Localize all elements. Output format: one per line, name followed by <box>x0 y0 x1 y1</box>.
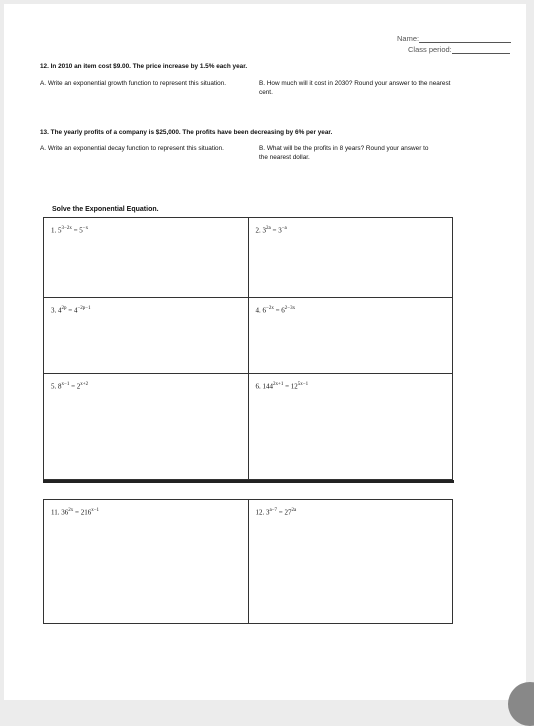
solve-title: Solve the Exponential Equation. <box>52 206 159 213</box>
problem-cell[interactable] <box>248 500 453 624</box>
q12-part-a: A. Write an exponential growth function to represent this situation. <box>40 80 227 87</box>
problems-grid-top <box>43 217 453 480</box>
problem-cell[interactable] <box>248 374 453 480</box>
problem-2-text: 2. $3^{2a} = 3^{-a}$ <box>255 226 287 235</box>
q13-part-b: B. What will be the profits in 8 years? Round your answer to the nearest dollar. <box>259 145 429 161</box>
q12-title: 12. In 2010 an item cost $9.00. The price increase by 1.5% each year. <box>40 63 248 70</box>
name-label: Name: <box>397 34 420 43</box>
problem-cell[interactable] <box>44 374 249 480</box>
problems-grid-bottom <box>43 499 453 624</box>
problem-11-text: 11. $36^{2x} = 216^{x-1}$ <box>51 508 100 517</box>
class-period-line <box>452 53 510 54</box>
class-period-label: Class period: <box>408 45 452 54</box>
problem-cell[interactable] <box>248 218 453 298</box>
q12-part-b: B. How much will it cost in 2030? Round your answer to the nearest cent. <box>259 80 451 96</box>
problem-cell[interactable] <box>248 298 453 374</box>
problem-cell[interactable] <box>44 298 249 374</box>
name-line <box>419 42 511 43</box>
problem-12-text: 12. $3^{a-7} = 27^{2a}$ <box>255 508 297 517</box>
problem-4-text: 4. $6^{-2x} = 6^{2-3x}$ <box>255 306 296 315</box>
problem-cell[interactable] <box>44 218 249 298</box>
section-divider <box>43 480 454 483</box>
problem-5-text: 5. $8^{x-1} = 2^{x+2}$ <box>51 382 89 391</box>
name-field[interactable] <box>397 34 511 43</box>
problem-1-text: 1. $5^{3-2x} = 5^{-x}$ <box>51 226 89 235</box>
worksheet-page <box>4 4 526 700</box>
problem-3-text: 3. $4^{2p} = 4^{-2p-1}$ <box>51 306 91 315</box>
q13-part-a: A. Write an exponential decay function to represent this situation. <box>40 145 224 152</box>
q13-title: 13. The yearly profits of a company is $25,000. The profits have been decreasing by 6% per year. <box>40 129 333 136</box>
class-period-field[interactable] <box>408 45 510 54</box>
problem-6-text: 6. $144^{2x+1} = 12^{5x-1}$ <box>255 382 309 391</box>
problem-cell[interactable] <box>44 500 249 624</box>
